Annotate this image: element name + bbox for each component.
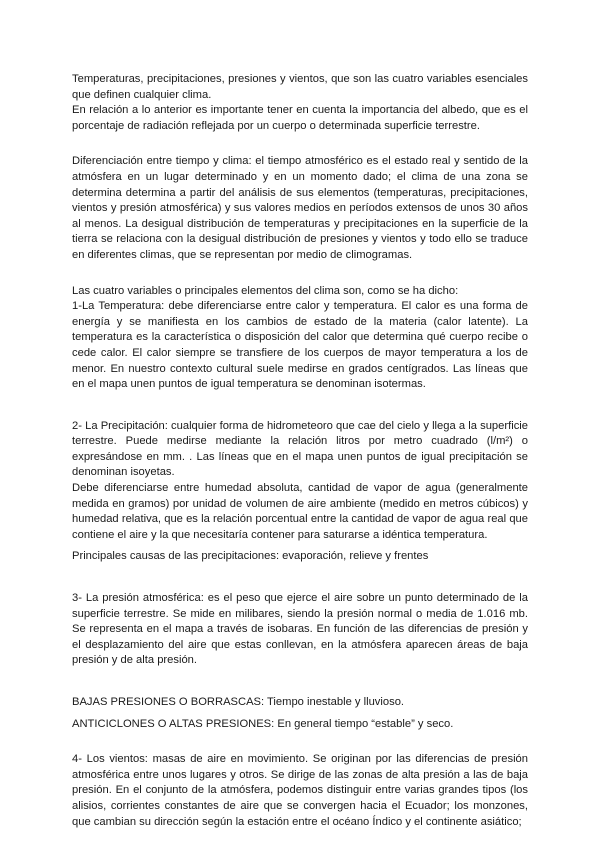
paragraph-humedad: Debe diferenciarse entre humedad absoluta, cantidad de vapor de agua (generalmente medida en gramos) por unidad de volumen de aire ambiente (medido en metros cúbicos) y humedad relativa, que es la relación porcentual entre la cantidad de vapor de agua real que contiene el aire y la que necesitaría contener para saturarse a idéntica temperatura. — [72, 482, 528, 541]
paragraph-anticiclones: ANTICICLONES O ALTAS PRESIONES: En general tiempo “estable” y seco. — [72, 717, 454, 730]
paragraph-causas-precipitaciones: Principales causas de las precipitaciones: evaporación, relieve y frentes — [72, 550, 429, 563]
paragraph-tiempo-clima: Diferenciación entre tiempo y clima: el tiempo atmosférico es el estado real y sentido de la atmósfera en un lugar determinado y en un momento dado; el clima de una zona se determina determina a partir del análisis de sus elementos (temperaturas, precipitaciones, vientos y presión atmosférica) y sus valores medios en períodos extensos de unos 30 años al menos. La desigual distribución de temperaturas y precipitaciones en la superficie de la tierra se relaciona con la desigual distribución de presiones y vientos y todo ello se traduce en diferentes climas, que se representan por medio de climogramas. — [72, 155, 528, 261]
paragraph-cuatro-variables: Las cuatro variables o principales elementos del clima son, como se ha dicho: — [72, 284, 459, 297]
paragraph-albedo: En relación a lo anterior es importante tener en cuenta la importancia del albedo, que es el porcentaje de radiación reflejada por un cuerpo o determinada superficie terrestre. — [72, 104, 528, 132]
paragraph-temperatura: 1-La Temperatura: debe diferenciarse entre calor y temperatura. El calor es una forma de energía y se manifiesta en los cambios de estado de la materia (calor latente). La temperatura es la característica o disposición del calor que determina qué cuerpo recibe o cede calor. El calor siempre se transfiere de los cuerpos de mayor temperatura a los de menor. En nuestro contexto cultural suele medirse en grados centígrados. Las líneas que en el mapa unen puntos de igual temperatura se denominan isotermas. — [72, 300, 528, 391]
paragraph-bajas-presiones: BAJAS PRESIONES O BORRASCAS: Tiempo inestable y lluvioso. — [72, 696, 405, 708]
paragraph-precipitacion: 2- La Precipitación: cualquier forma de hidrometeoro que cae del cielo y llega a la superficie terrestre. Puede medirse mediante la relación litros por metro cuadrado (l/m²) o expresándose en mm. . Las líneas que en el mapa unen puntos de igual precipitación se denominan isoyetas. — [72, 419, 528, 479]
paragraph-presion: 3- La presión atmosférica: es el peso que ejerce el aire sobre un punto determinado de la superficie terrestre. Se mide en milibares, siendo la presión normal o media de 1.016 mb. Se representa en el mapa a través de isobaras. En función de las diferencias de presión y el desplazamiento del aire que estas conllevan, en la atmósfera aparecen áreas de baja presión y de alta presión. — [72, 592, 528, 667]
paragraph-vientos: 4- Los vientos: masas de aire en movimiento. Se originan por las diferencias de presión atmosférica entre unos lugares y otros. Se dirige de las zonas de alta presión a las de baja presión. En el conjunto de la atmósfera, podemos distinguir entre varias grandes tipos (los alisios, corrientes constantes de aire que se convergen hacia el Ecuador; los monzones, que cambian su dirección según la estación entre el océano Índico y el continente asiático; — [72, 753, 528, 828]
paragraph-intro: Temperaturas, precipitaciones, presiones y vientos, que son las cuatro variables esenciales que definen cualquier clima. — [72, 73, 528, 101]
